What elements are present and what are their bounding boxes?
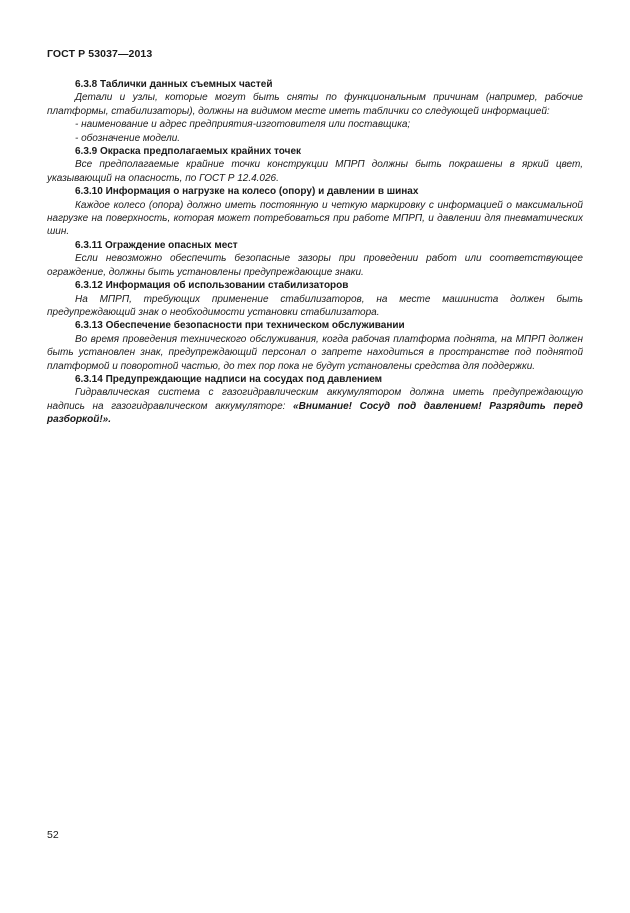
section-text: Каждое колесо (опора) должно иметь постоянную и четкую маркировку с информацией о максимальной нагрузке на поверхность, которая может потребоваться при работе МПРП, и давлении для пневматических шин. <box>47 199 583 238</box>
section-heading: 6.3.13 Обеспечение безопасности при техническом обслуживании <box>75 320 405 332</box>
section-6-3-8 <box>47 78 583 145</box>
section-text: Если невозможно обеспечить безопасные зазоры при проведении работ или соответствующее ограждение, должны быть установлены предупреждающие знаки. <box>47 253 583 278</box>
section-heading: 6.3.8 Таблички данных съемных частей <box>75 79 273 90</box>
section-text-body: Гидравлическая система с газогидравлическим аккумулятором должна иметь предупреждающую надпись на газогидравлическом аккумуляторе: <box>47 387 583 412</box>
section-text: Все предполагаемые крайние точки конструкции МПРП должны быть покрашены в яркий цвет, указывающий на опасность, по ГОСТ Р 12.4.026. <box>47 159 583 184</box>
section-heading: 6.3.11 Ограждение опасных мест <box>75 239 238 251</box>
section-heading: 6.3.12 Информация об использовании стабилизаторов <box>75 280 349 292</box>
page-number: 52 <box>47 829 59 841</box>
section-text <box>47 386 583 426</box>
section-heading: 6.3.9 Окраска предполагаемых крайних точек <box>75 146 302 158</box>
document-body <box>47 78 583 427</box>
section-text: На МПРП, требующих применение стабилизаторов, на месте машиниста должен быть предупреждающий знак о необходимости установки стабилизатора. <box>47 293 583 318</box>
section-text: Во время проведения технического обслуживания, когда рабочая платформа поднята, на МПРП должен быть установлен знак, предупреждающий персонал о запрете находиться в пространстве под поднятой платформой и поворотной частью, до тех пор пока не будут установлены средства для поддержки. <box>47 333 583 372</box>
document-header: ГОСТ Р 53037—2013 <box>47 48 153 60</box>
section-heading: 6.3.10 Информация о нагрузке на колесо (опору) и давлении в шинах <box>75 186 419 198</box>
section-6-3-14 <box>47 373 583 427</box>
section-heading: 6.3.14 Предупреждающие надписи на сосудах под давлением <box>75 373 383 385</box>
list-item: - обозначение модели. <box>75 132 181 144</box>
section-6-3-10 <box>47 185 583 239</box>
warning-emphasis: «Внимание! Сосуд под давлением! Разрядить перед разборкой!». <box>47 400 583 426</box>
section-6-3-9 <box>47 145 583 185</box>
section-text: Детали и узлы, которые могут быть сняты по функциональным причинам (например, рабочие платформы, стабилизаторы), должны на видимом месте иметь таблички со следующей информацией: <box>47 92 583 117</box>
section-6-3-11 <box>47 239 583 279</box>
section-6-3-12 <box>47 279 583 319</box>
list-item: - наименование и адрес предприятия-изготовителя или поставщика; <box>75 119 411 131</box>
section-6-3-13 <box>47 319 583 373</box>
